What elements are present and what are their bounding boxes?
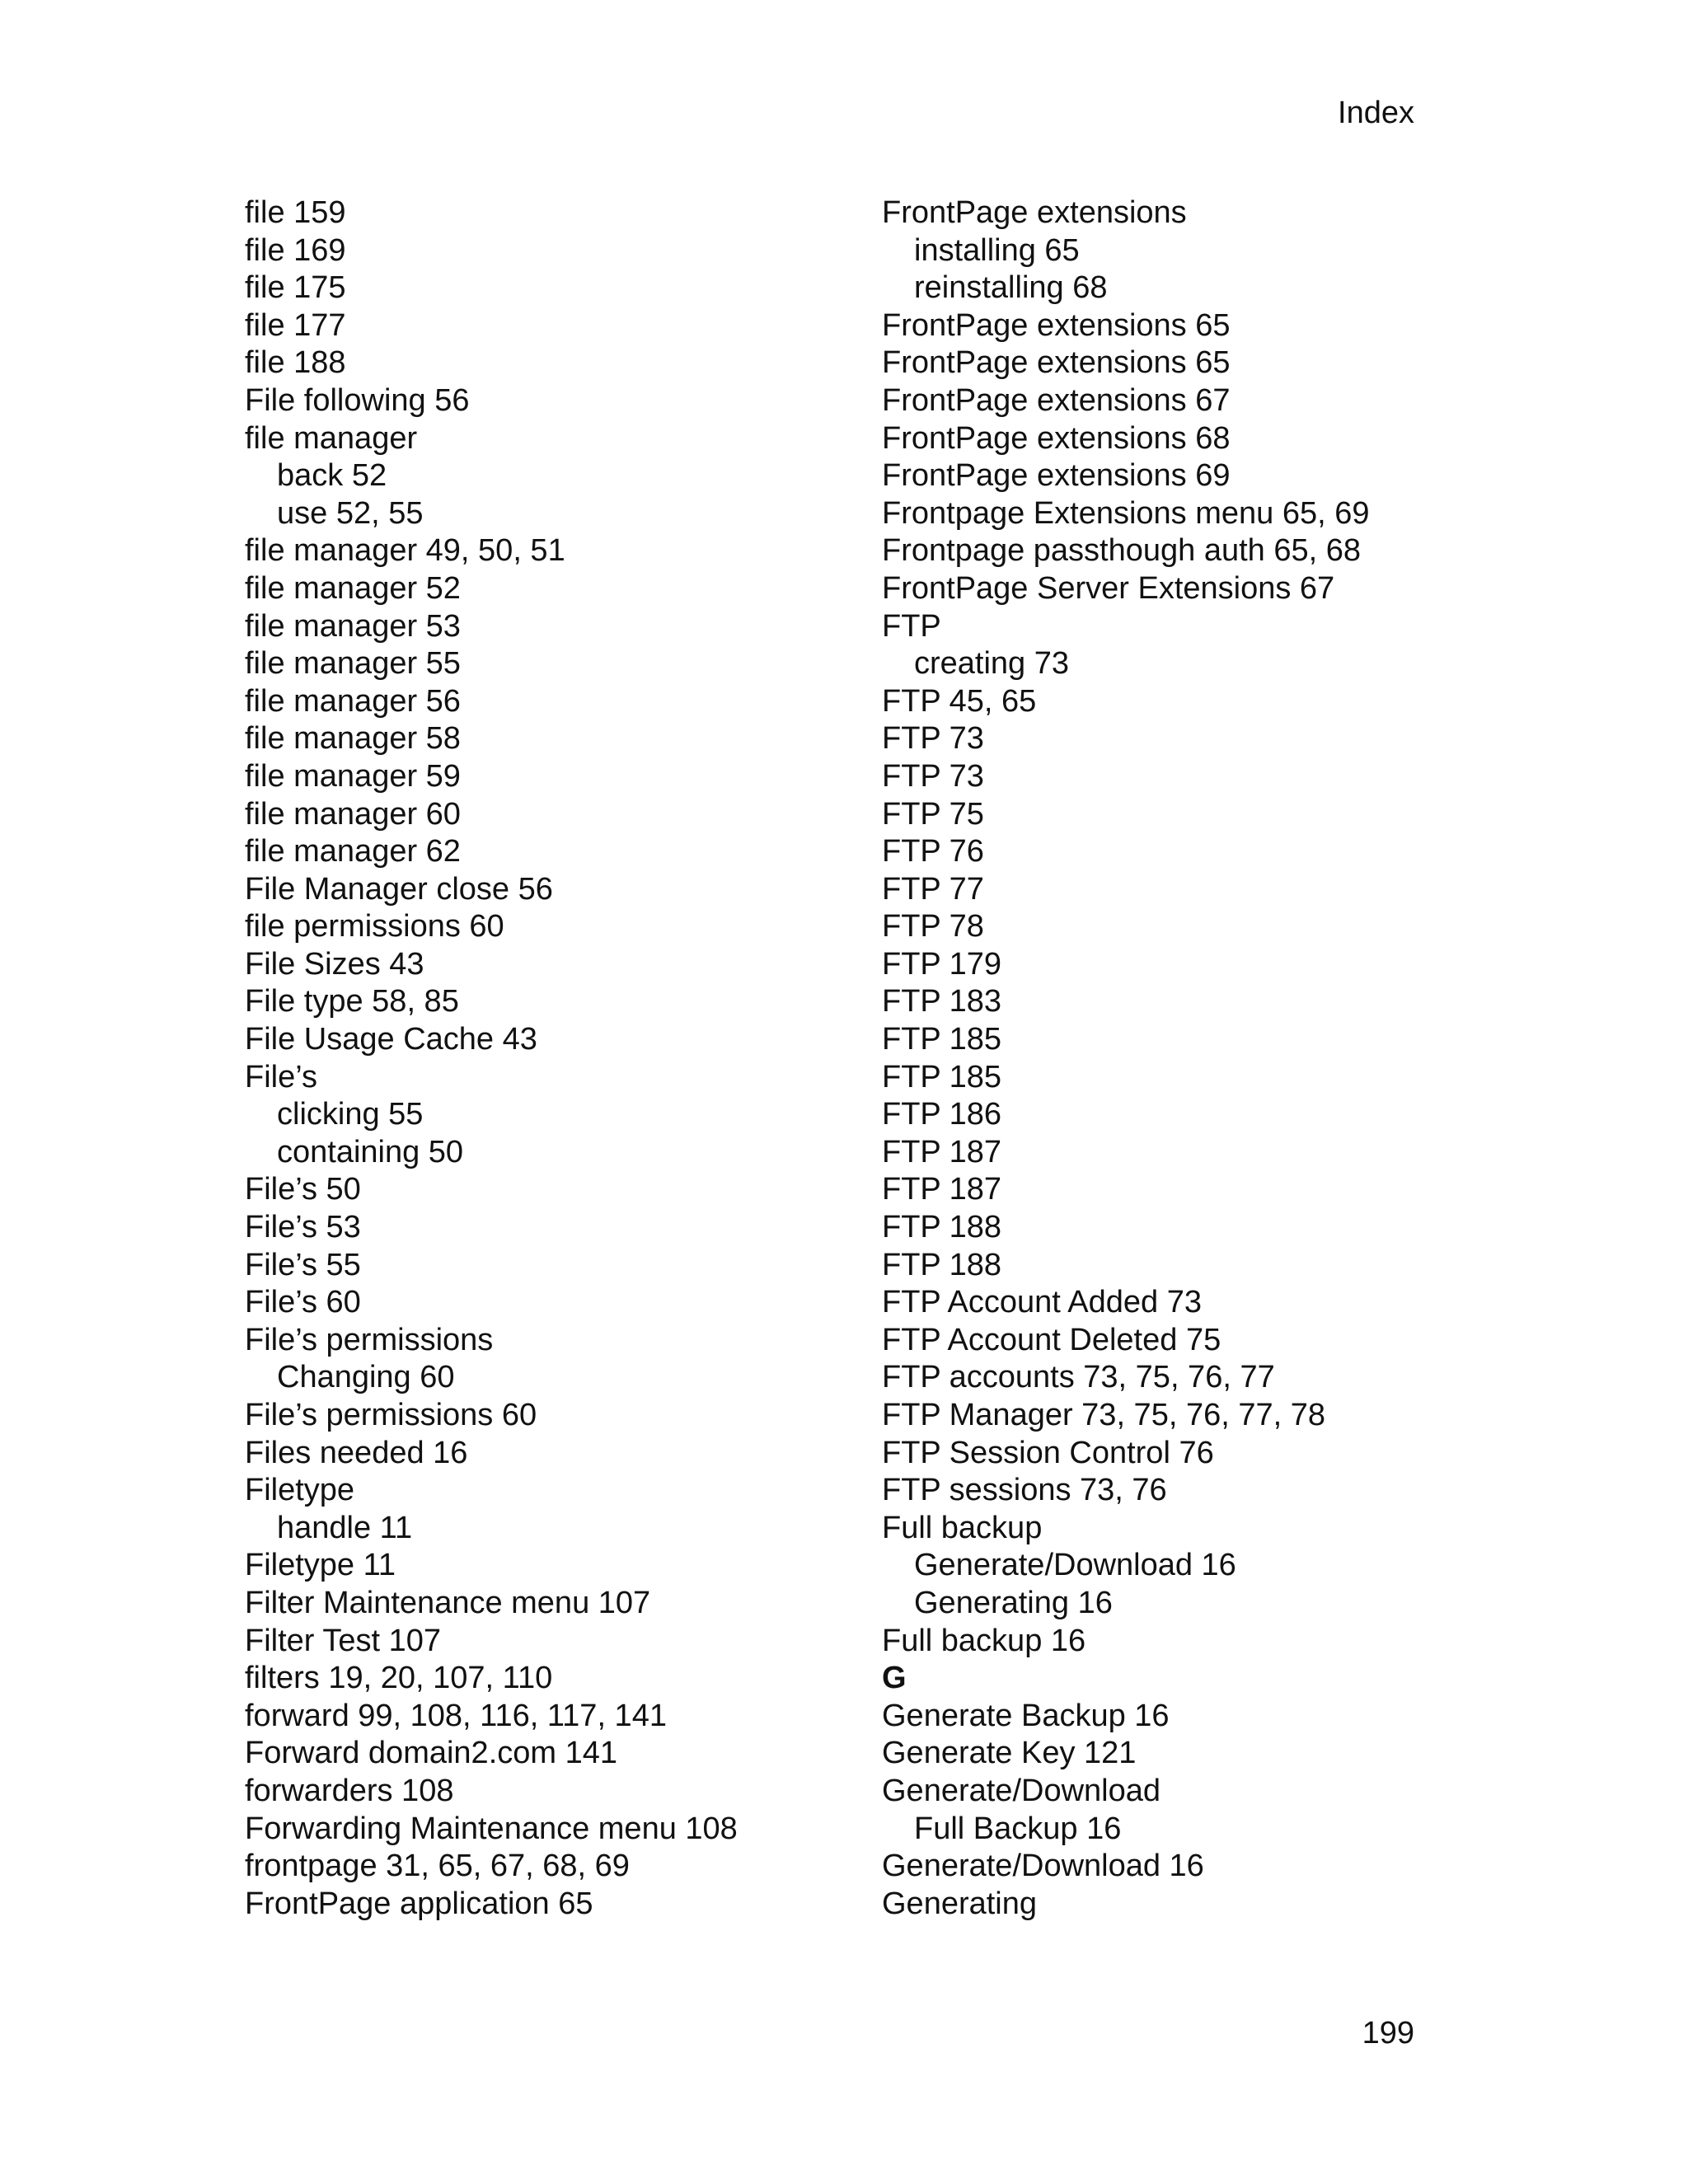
index-entry: FrontPage application 65 [245, 1886, 593, 1921]
index-entry: Generate/Download 16 [882, 1849, 1204, 1884]
index-entry: FTP sessions 73, 76 [882, 1473, 1167, 1508]
index-entry: Filetype [245, 1473, 355, 1508]
index-entry: file manager 60 [245, 796, 461, 832]
index-entry: file 175 [245, 270, 346, 306]
index-entry: file manager 56 [245, 683, 461, 719]
index-entry: file manager [245, 420, 418, 456]
index-entry: FTP 187 [882, 1172, 1002, 1207]
index-entry: File’s 50 [245, 1172, 361, 1207]
index-entry: file 188 [245, 345, 346, 381]
index-entry: FrontPage extensions [882, 195, 1187, 230]
index-entry: FTP 73 [882, 758, 984, 794]
index-entry: FTP 185 [882, 1022, 1002, 1057]
index-subentry: back 52 [277, 458, 387, 494]
index-entry: FTP 78 [882, 909, 984, 944]
index-entry: Generating [882, 1886, 1038, 1921]
index-entry: File’s [245, 1059, 317, 1094]
index-entry: Frontpage passthough auth 65, 68 [882, 533, 1362, 569]
index-entry: forward 99, 108, 116, 117, 141 [245, 1698, 667, 1733]
index-entry: FrontPage extensions 65 [882, 307, 1231, 343]
index-entry: forwarders 108 [245, 1773, 454, 1808]
running-header-title: Index [1338, 96, 1414, 130]
index-entry: File following 56 [245, 382, 470, 418]
index-entry: Full backup [882, 1510, 1043, 1545]
index-entry: FrontPage extensions 67 [882, 382, 1231, 418]
index-entry: file 159 [245, 195, 346, 230]
index-entry: File type 58, 85 [245, 984, 459, 1019]
index-entry: FTP 45, 65 [882, 683, 1037, 719]
index-entry: FTP 188 [882, 1210, 1002, 1245]
index-entry: FTP 77 [882, 871, 984, 907]
index-entry: File Usage Cache 43 [245, 1022, 537, 1057]
index-entry: FTP 76 [882, 834, 984, 869]
index-entry: File’s 55 [245, 1247, 361, 1282]
index-entry: File’s permissions [245, 1322, 494, 1357]
index-entry: FTP Account Added 73 [882, 1285, 1203, 1320]
index-subentry: clicking 55 [277, 1097, 424, 1132]
index-entry: file manager 49, 50, 51 [245, 533, 565, 569]
index-subentry: Changing 60 [277, 1360, 455, 1395]
index-entry: FTP 75 [882, 796, 984, 832]
index-entry: Frontpage Extensions menu 65, 69 [882, 495, 1370, 531]
index-entry: filters 19, 20, 107, 110 [245, 1661, 553, 1696]
index-subentry: Generate/Download 16 [914, 1548, 1236, 1583]
index-column-right [882, 194, 1492, 1923]
index-entry: Generate Backup 16 [882, 1698, 1170, 1733]
index-entry: FTP Account Deleted 75 [882, 1322, 1221, 1357]
index-entry: file manager 62 [245, 834, 461, 869]
index-entry: Files needed 16 [245, 1435, 468, 1470]
index-letter-heading: G [882, 1661, 907, 1696]
index-entry: FTP accounts 73, 75, 76, 77 [882, 1360, 1275, 1395]
index-subentry: creating 73 [914, 646, 1070, 682]
index-entry: Filter Test 107 [245, 1623, 441, 1658]
index-entry: FrontPage extensions 68 [882, 420, 1231, 456]
index-entry: file 177 [245, 307, 346, 343]
index-entry: file manager 52 [245, 570, 461, 606]
index-entry: Forwarding Maintenance menu 108 [245, 1811, 738, 1846]
index-entry: FTP 179 [882, 946, 1002, 982]
index-entry: FTP [882, 608, 941, 644]
index-entry: File’s 60 [245, 1285, 361, 1320]
page-number: 199 [1362, 2016, 1414, 2050]
index-entry: Generate Key 121 [882, 1736, 1137, 1771]
index-subentry: handle 11 [277, 1510, 413, 1545]
index-entry: file manager 58 [245, 721, 461, 757]
index-entry: File’s permissions 60 [245, 1398, 537, 1432]
index-subentry: Full Backup 16 [914, 1811, 1122, 1846]
index-entry: file manager 55 [245, 646, 461, 682]
index-entry: Filter Maintenance menu 107 [245, 1585, 651, 1620]
index-entry: FTP Manager 73, 75, 76, 77, 78 [882, 1398, 1325, 1432]
index-entry: FrontPage extensions 65 [882, 345, 1231, 381]
index-subentry: reinstalling 68 [914, 270, 1108, 306]
index-entry: Forward domain2.com 141 [245, 1736, 617, 1771]
index-entry: FTP 185 [882, 1059, 1002, 1094]
index-entry: File Sizes 43 [245, 946, 424, 982]
index-subentry: use 52, 55 [277, 495, 424, 531]
index-entry: File Manager close 56 [245, 871, 553, 907]
index-entry: FTP Session Control 76 [882, 1435, 1214, 1470]
index-entry: FTP 186 [882, 1097, 1002, 1132]
index-column-left [245, 194, 838, 1923]
index-entry: file permissions 60 [245, 909, 504, 944]
index-entry: Generate/Download [882, 1773, 1160, 1808]
index-entry: FTP 187 [882, 1134, 1002, 1169]
index-entry: FTP 183 [882, 984, 1002, 1019]
index-entry: FTP 73 [882, 721, 984, 757]
index-subentry: installing 65 [914, 232, 1080, 268]
index-entry: file manager 59 [245, 758, 461, 794]
index-entry: Filetype 11 [245, 1548, 396, 1583]
index-entry: FrontPage Server Extensions 67 [882, 570, 1335, 606]
index-subentry: Generating 16 [914, 1585, 1113, 1620]
index-entry: Full backup 16 [882, 1623, 1086, 1658]
index-entry: file 169 [245, 232, 346, 268]
index-entry: file manager 53 [245, 608, 461, 644]
index-entry: FTP 188 [882, 1247, 1002, 1282]
index-entry: FrontPage extensions 69 [882, 458, 1231, 494]
index-entry: frontpage 31, 65, 67, 68, 69 [245, 1849, 630, 1884]
index-subentry: containing 50 [277, 1134, 464, 1169]
index-entry: File’s 53 [245, 1210, 361, 1245]
